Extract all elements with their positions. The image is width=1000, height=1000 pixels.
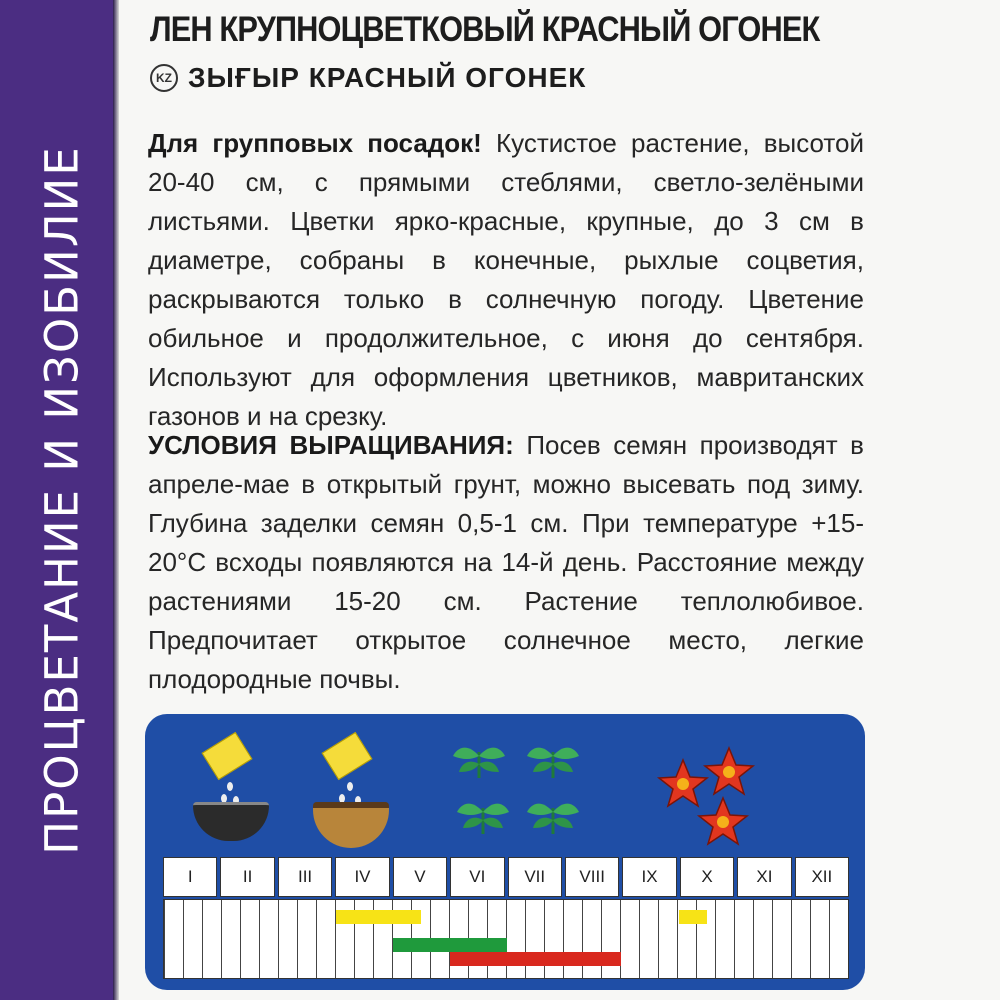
growing-calendar [163,857,849,977]
seed-packet-soil-icon [193,740,275,840]
kz-language-badge: KZ [150,64,178,92]
calendar-month: VI [450,857,504,897]
calendar-month: V [393,857,447,897]
calendar-month: XI [737,857,791,897]
calendar-bar-sowing-winter [679,910,708,924]
red-flowers-icon [645,736,765,856]
calendar-month: I [163,857,217,897]
calendar-month: X [680,857,734,897]
subtitle-row [150,62,586,94]
calendar-month: XII [795,857,849,897]
description-lead: Для групповых посадок! [148,128,482,158]
calendar-month: IV [335,857,389,897]
spine-band [0,0,113,1000]
calendar-month: VII [508,857,562,897]
calendar-bar-sowing-open-ground [336,910,422,924]
calendar-month: III [278,857,332,897]
conditions-paragraph [148,426,864,699]
calendar-grid [163,899,849,979]
description-text: Кустистое растение, высотой 20-40 см, с прямыми стеблями, светло-зелёными листьями. Цветки ярко-красные, крупные, до 3 см в диаметре, собраны в конечные, рыхлые соцветия, раскрываются только в солнечную погоду. Цветение обильное и продолжительное, с июня до сентября. Используют для оформления цветников, мавританских газонов и на срезку. [148,128,864,431]
growing-calendar-panel [145,714,865,990]
calendar-bar-flowering [450,952,622,966]
calendar-month: VIII [565,857,619,897]
calendar-month: II [220,857,274,897]
product-title: ЛЕН КРУПНОЦВЕТКОВЫЙ КРАСНЫЙ ОГОНЕК [150,10,820,49]
calendar-months [163,857,849,897]
description-paragraph [148,124,864,436]
spine-shadow [113,0,119,1000]
conditions-text: Посев семян производят в апреле-мае в открытый грунт, можно высевать под зиму. Глубина заделки семян 0,5-1 см. При температуре +15-20°С всходы появляются на 14-й день. Расстояние между растениями 15-20 см. Растение теплолюбивое. Предпочитает открытое солнечное место, легкие плодородные почвы. [148,430,864,694]
conditions-heading: УСЛОВИЯ ВЫРАЩИВАНИЯ: [148,430,514,460]
product-subtitle-kz: ЗЫҒЫР КРАСНЫЙ ОГОНЕК [188,62,587,93]
seed-packet-pot-icon [313,740,395,840]
calendar-month: IX [622,857,676,897]
spine-slogan: ПРОЦВЕТАНИЕ И ИЗОБИЛИЕ [35,145,89,855]
calendar-bar-seedlings [393,938,507,952]
